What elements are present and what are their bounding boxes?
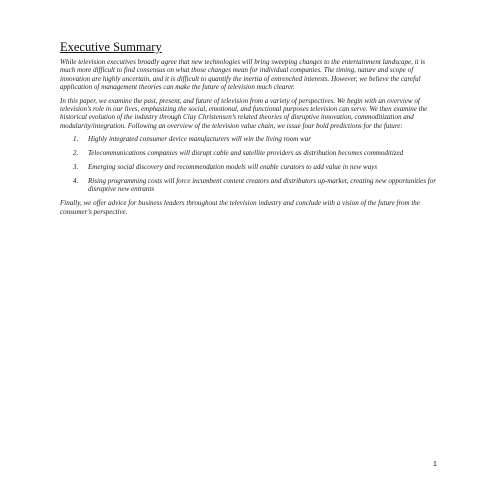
page-number: 1 xyxy=(432,459,437,468)
list-item-text: Rising programming costs will force incumbent content creators and distributors up-market, creating new opportunities for disruptive new entrants xyxy=(88,176,436,194)
list-item-text: Highly integrated consumer device manufacturers will win the living room war xyxy=(88,135,311,144)
section-title: Executive Summary xyxy=(60,40,162,54)
closing-paragraph: Finally, we offer advice for business leaders throughout the television industry and conclude with a vision of the future from the consumer’s perspective. xyxy=(60,199,420,216)
list-item-text: Emerging social discovery and recommendation models will enable curators to add value in new ways xyxy=(88,163,378,172)
list-item-number: 2. xyxy=(73,149,79,158)
list-item xyxy=(60,177,442,194)
page-content xyxy=(60,40,442,221)
list-item-number: 3. xyxy=(73,163,79,172)
list-item xyxy=(60,135,442,143)
predictions-list xyxy=(60,135,442,194)
list-item-text: Telecommunications companies will disrupt cable and satellite providers as distribution becomes commoditized xyxy=(88,149,404,158)
intro-paragraph: While television executives broadly agree that new technologies will bring sweeping changes to the entertainment landscape, it is much more difficult to find consensus on what those changes mean for individual companies. The timing, nature and scope of innovation are highly uncertain, and it is difficult to quantify the inertia of entrenched interests. However, we believe the careful application of management theories can make the future of television much clearer. xyxy=(60,58,426,92)
list-item xyxy=(60,163,442,171)
list-item-number: 1. xyxy=(73,135,79,144)
overview-paragraph: In this paper, we examine the past, present, and future of television from a variety of perspectives. We begin with an overview of television’s role in our lives, emphasizing the social, emotional, and functional purposes television can serve. We then examine the historical evolution of the industry through Clay Christensen’s related theories of disruptive innovation, commoditization and modularity/integration. Following an overview of the television value chain, we issue four bold predictions for the future: xyxy=(60,96,428,130)
list-item-number: 4. xyxy=(73,176,79,185)
list-item xyxy=(60,149,442,157)
